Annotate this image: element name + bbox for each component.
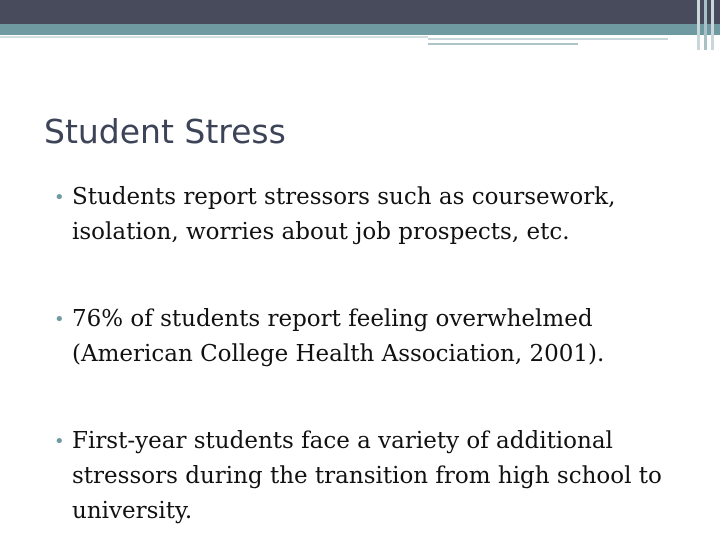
bullet-item <box>54 180 694 250</box>
bullet-list <box>54 180 694 529</box>
corner-stripe <box>704 0 707 50</box>
header-divider-line <box>0 36 428 38</box>
header-accent-band <box>0 24 720 35</box>
bullet-icon: • <box>54 431 65 452</box>
bullet-item <box>54 302 694 372</box>
bullet-item <box>54 424 694 529</box>
bullet-icon: • <box>54 187 65 208</box>
header-divider-line <box>428 43 578 45</box>
bullet-icon: • <box>54 309 65 330</box>
header-divider-line <box>428 38 668 40</box>
corner-stripe <box>697 0 700 50</box>
header-bar <box>0 0 720 24</box>
corner-stripe <box>711 0 714 50</box>
slide-title: Student Stress <box>44 112 286 151</box>
bullet-text: Students report stressors such as coursework, isolation, worries about job prospects, etc. <box>72 184 616 245</box>
bullet-text: First-year students face a variety of additional stressors during the transition from high school to university. <box>72 428 662 524</box>
bullet-text: 76% of students report feeling overwhelmed (American College Health Association, 2001). <box>72 306 605 367</box>
